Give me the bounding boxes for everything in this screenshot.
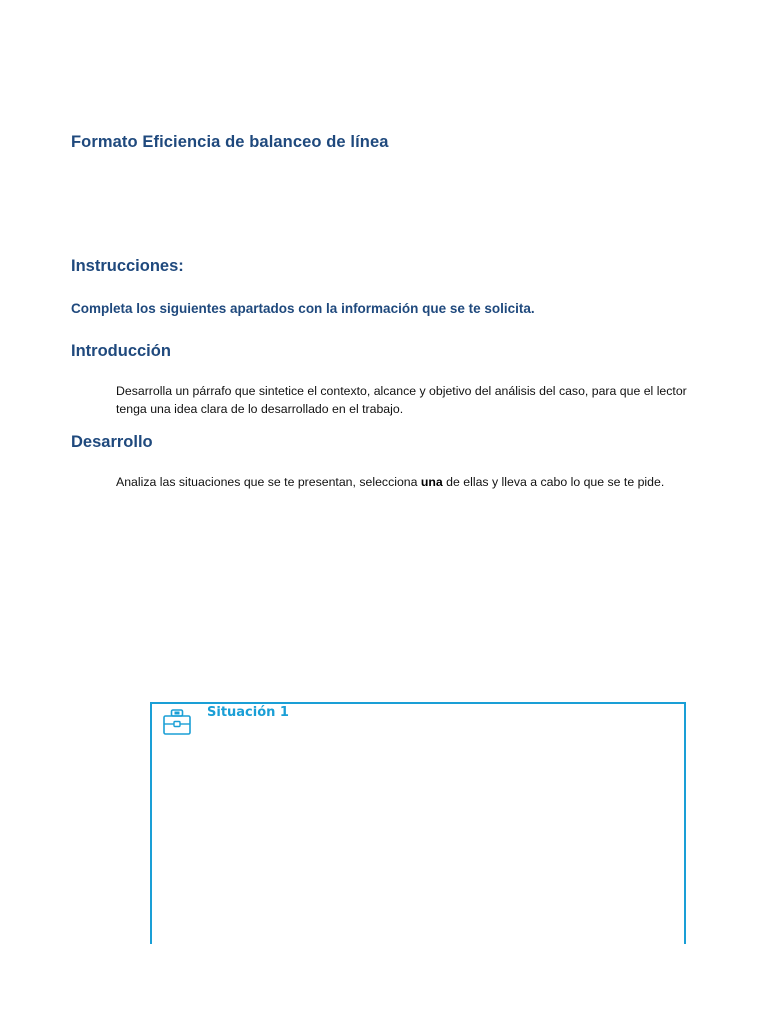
briefcase-icon bbox=[162, 708, 192, 736]
instructions-text: Completa los siguientes apartados con la información que se te solicita. bbox=[71, 301, 535, 316]
introduccion-paragraph: Desarrolla un párrafo que sintetice el contexto, alcance y objetivo del análisis del caso, para que el lector tenga una idea clara de lo desarrollado en el trabajo. bbox=[116, 384, 687, 416]
situacion-box bbox=[150, 702, 686, 944]
desarrollo-paragraph bbox=[116, 474, 696, 492]
desarrollo-heading: Desarrollo bbox=[71, 433, 153, 451]
introduccion-heading: Introducción bbox=[71, 342, 171, 360]
desarrollo-text-after: de ellas y lleva a cabo lo que se te pide. bbox=[442, 475, 665, 489]
instructions-heading: Instrucciones: bbox=[71, 257, 184, 275]
desarrollo-text-bold: una bbox=[420, 475, 443, 489]
desarrollo-text-before: Analiza las situaciones que se te presentan, selecciona bbox=[116, 475, 421, 489]
page-title: Formato Eficiencia de balanceo de línea bbox=[71, 133, 389, 151]
situacion-title: Situación 1 bbox=[207, 705, 289, 720]
